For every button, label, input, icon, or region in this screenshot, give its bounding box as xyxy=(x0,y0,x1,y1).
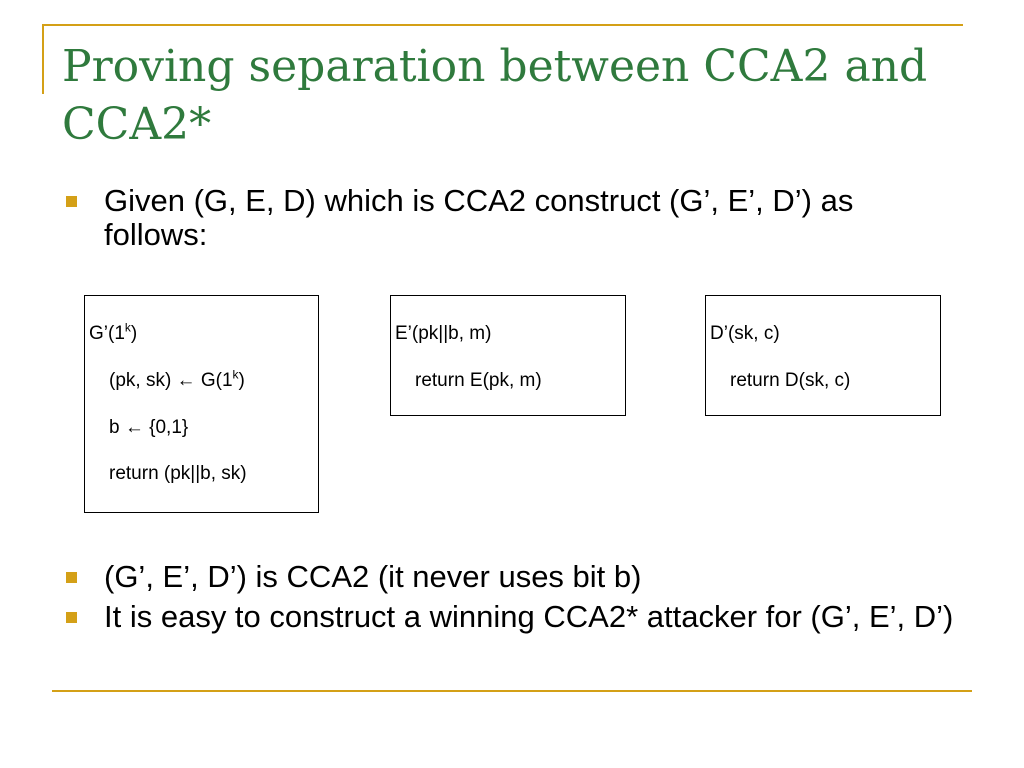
generator-keygen-text: (pk, sk) ← G(1 xyxy=(109,370,233,391)
square-bullet-icon xyxy=(66,572,77,583)
bullet-text: Given (G, E, D) which is CCA2 construct (G’, E’, D’) as follows: xyxy=(104,183,854,252)
bullet-text: (G’, E’, D’) is CCA2 (it never uses bit b) xyxy=(104,559,642,594)
generator-header xyxy=(89,320,138,345)
bullet-item xyxy=(66,600,956,634)
bullet-item xyxy=(66,560,956,594)
generator-keygen-exponent: k xyxy=(232,367,239,382)
frame-bottom-rule xyxy=(52,690,972,692)
frame-left-rule xyxy=(42,24,44,94)
encryption-return-line: return E(pk, m) xyxy=(415,370,542,391)
decryption-return-line: return D(sk, c) xyxy=(730,370,851,391)
generator-box xyxy=(84,295,319,513)
square-bullet-icon xyxy=(66,196,77,207)
square-bullet-icon xyxy=(66,612,77,623)
frame-top-rule xyxy=(42,24,963,26)
bullet-item xyxy=(66,184,956,252)
decryption-box xyxy=(705,295,941,416)
generator-keygen-line xyxy=(109,367,245,392)
decryption-header: D’(sk, c) xyxy=(710,323,780,344)
slide-title: Proving separation between CCA2 and CCA2* xyxy=(62,41,928,150)
encryption-box xyxy=(390,295,626,416)
generator-keygen-close: ) xyxy=(238,370,245,391)
generator-header-exponent: k xyxy=(124,320,131,335)
generator-bit-line: b ← {0,1} xyxy=(109,417,189,438)
generator-header-close: ) xyxy=(130,323,138,344)
encryption-header: E’(pk||b, m) xyxy=(395,323,492,344)
generator-return-line: return (pk||b, sk) xyxy=(109,463,247,484)
bullet-text: It is easy to construct a winning CCA2* attacker for (G’, E’, D’) xyxy=(104,599,954,634)
generator-header-text: G’(1 xyxy=(89,323,125,344)
